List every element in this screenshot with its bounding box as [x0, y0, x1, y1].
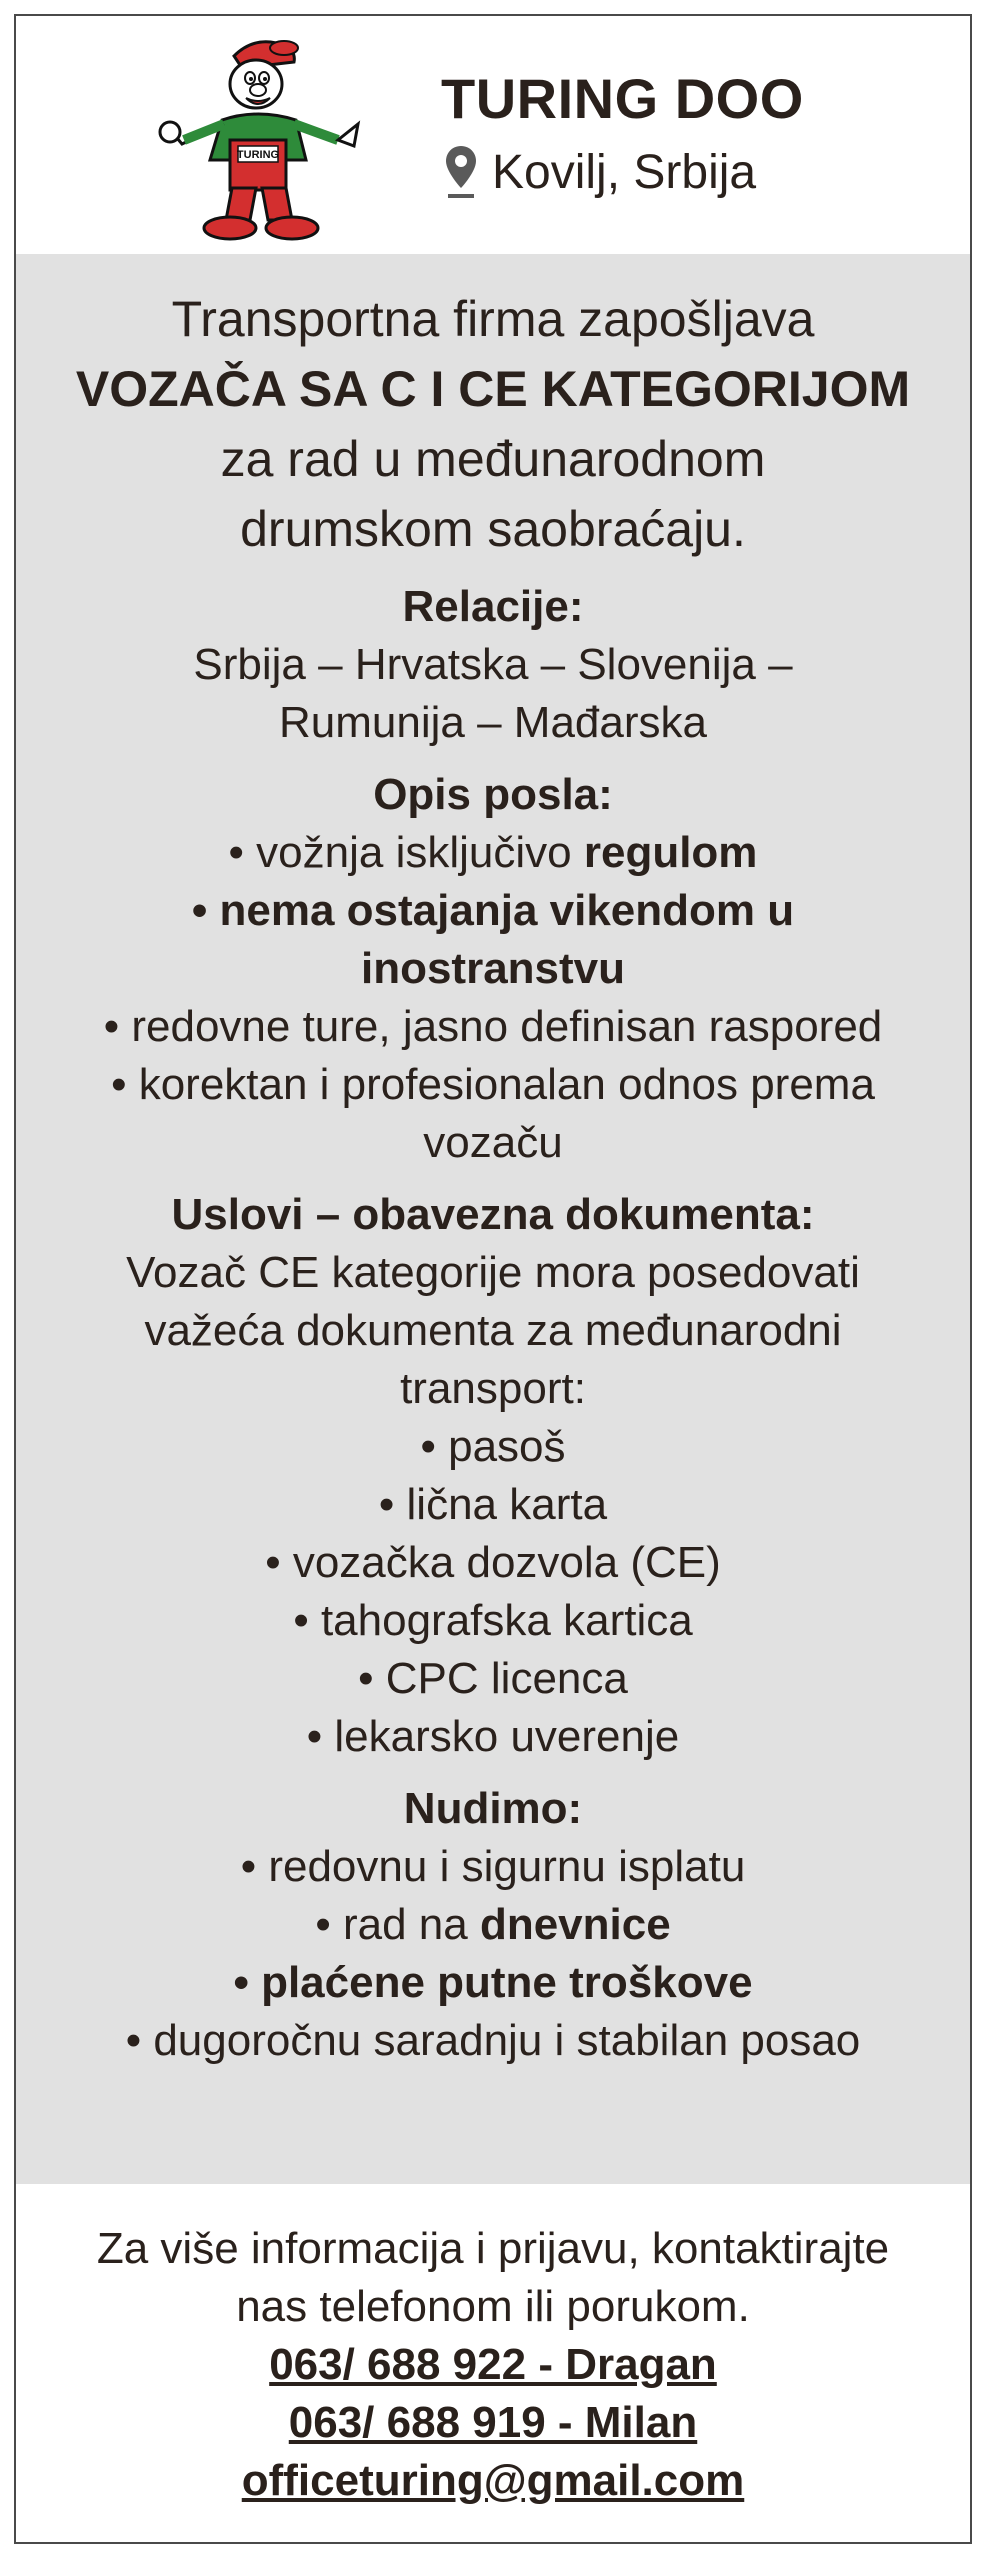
- ad-frame: [14, 14, 972, 2544]
- opis-item-1-text: • vožnja isključivo: [228, 828, 584, 877]
- opis-item-4-line-2: vozaču: [423, 1118, 563, 1167]
- uslovi-item: • tahografska kartica: [293, 1596, 693, 1645]
- nudimo-item-4: • dugoročnu saradnju i stabilan posao: [125, 2016, 861, 2065]
- uslovi-item: • pasoš: [420, 1422, 566, 1471]
- nudimo-heading: Nudimo:: [403, 1784, 583, 1833]
- company-name: TURING DOO: [441, 67, 804, 130]
- contact-line-1: Za više informacija i prijavu, kontaktirajte: [96, 2224, 890, 2273]
- opis-item-1: [16, 824, 970, 882]
- uslovi-para-3: transport:: [400, 1364, 586, 1413]
- uslovi-item: • vozačka dozvola (CE): [265, 1538, 721, 1587]
- nudimo-item-3: • plaćene putne troškove: [233, 1958, 753, 2007]
- opis-item-2-line-2: inostranstvu: [360, 944, 626, 993]
- logo-text: TURING: [236, 149, 280, 161]
- opis-section: [16, 766, 970, 1172]
- opis-item-3: • redovne ture, jasno definisan raspored: [103, 1002, 883, 1051]
- uslovi-para-2: važeća dokumenta za međunarodni: [144, 1306, 842, 1355]
- location-text: Kovilj, Srbija: [492, 145, 757, 199]
- mascot-logo: [146, 28, 376, 248]
- uslovi-item: • lična karta: [378, 1480, 608, 1529]
- intro-line-2: VOZAČA SA C I CE KATEGORIJOM: [75, 361, 911, 417]
- phone-dragan-link[interactable]: 063/ 688 922 - Dragan: [269, 2340, 717, 2389]
- uslovi-section: [16, 1186, 970, 1766]
- relacije-line-2: Rumunija – Mađarska: [279, 698, 707, 747]
- email-link[interactable]: officeturing@gmail.com: [241, 2456, 745, 2505]
- nudimo-section: [16, 1780, 970, 2070]
- intro-line-3: za rad u međunarodnom: [220, 431, 766, 487]
- intro: [16, 284, 970, 564]
- uslovi-para-1: Vozač CE kategorije mora posedovati: [126, 1248, 860, 1297]
- opis-item-2-line-1: • nema ostajanja vikendom u: [191, 886, 795, 935]
- nudimo-item-2: [16, 1896, 970, 1954]
- opis-item-1-bold: regulom: [583, 828, 758, 877]
- uslovi-heading: Uslovi – obavezna dokumenta:: [171, 1190, 815, 1239]
- opis-heading: Opis posla:: [373, 770, 613, 819]
- nudimo-item-2-bold: dnevnice: [479, 1900, 671, 1949]
- phone-milan-link[interactable]: 063/ 688 919 - Milan: [288, 2398, 698, 2447]
- nudimo-item-1: • redovnu i sigurnu isplatu: [240, 1842, 746, 1891]
- main-section: [16, 254, 970, 2184]
- contact-line-2: nas telefonom ili porukom.: [236, 2282, 750, 2331]
- location: [444, 144, 756, 200]
- contact-block: [16, 2184, 970, 2510]
- relacije-line-1: Srbija – Hrvatska – Slovenija –: [193, 640, 793, 689]
- footer: [16, 2184, 970, 2542]
- opis-item-4-line-1: • korektan i profesionalan odnos prema: [111, 1060, 875, 1109]
- header: [16, 16, 970, 252]
- intro-line-4: drumskom saobraćaju.: [240, 501, 746, 557]
- relacije-section: [16, 578, 970, 752]
- nudimo-item-2-text: • rad na: [315, 1900, 480, 1949]
- uslovi-item: • CPC licenca: [358, 1654, 628, 1703]
- uslovi-item: • lekarsko uverenje: [306, 1712, 680, 1761]
- relacije-heading: Relacije:: [402, 582, 584, 631]
- location-pin-icon: [444, 144, 478, 200]
- intro-line-1: Transportna firma zapošljava: [171, 291, 815, 347]
